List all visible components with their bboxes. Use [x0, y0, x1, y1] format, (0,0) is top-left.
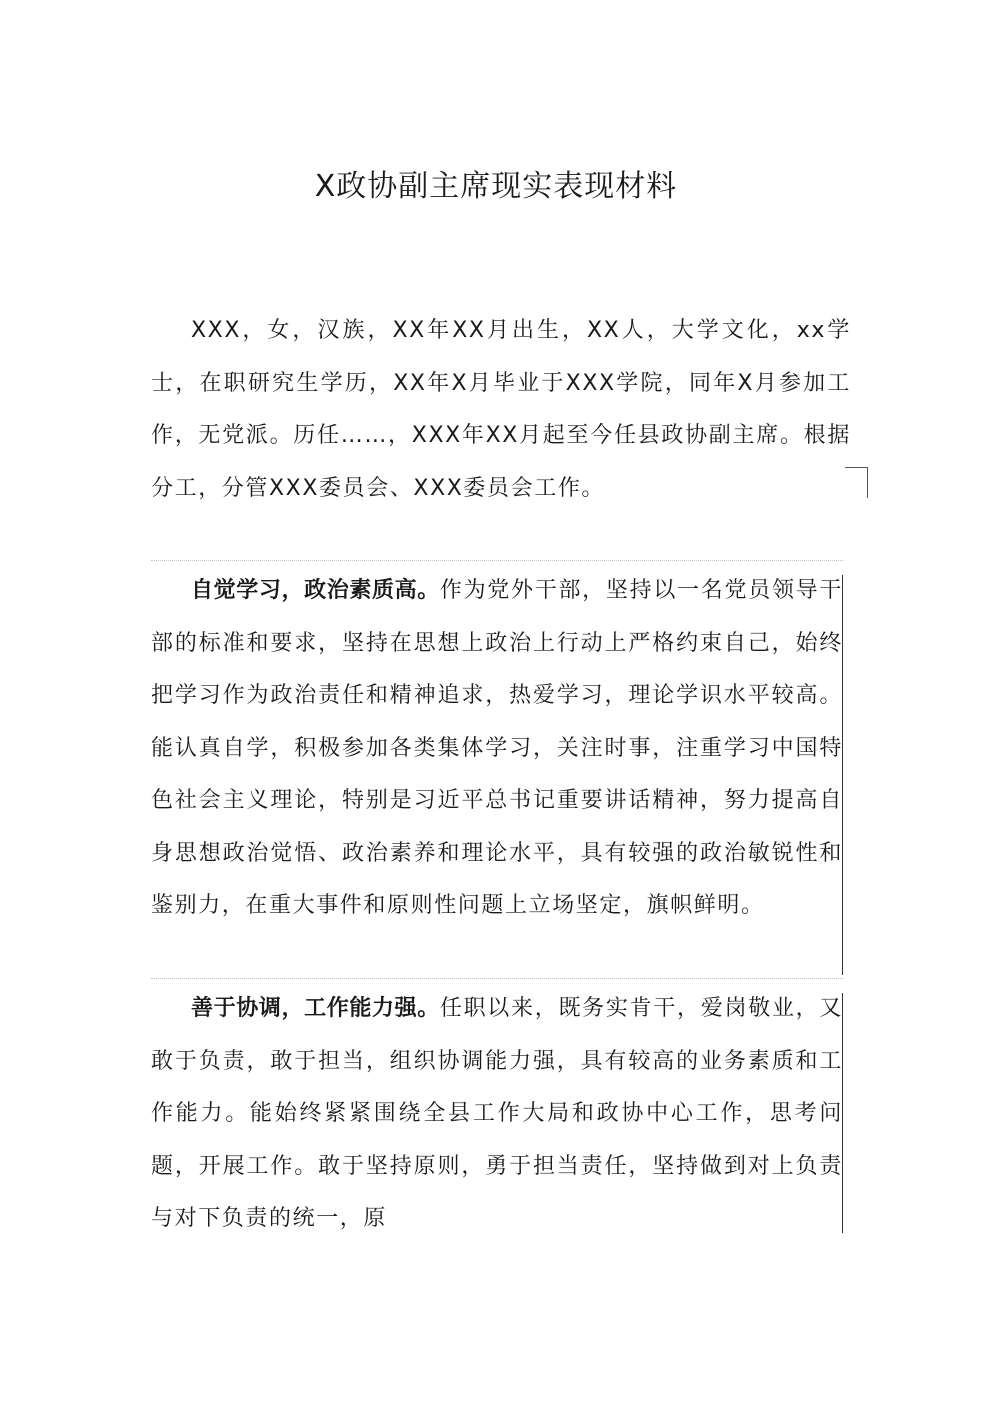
section-heading-2: 善于协调，工作能力强。 [191, 996, 440, 1021]
section-body-1: 作为党外干部，坚持以一名党员领导干部的标准和要求，坚持在思想上政治上行动上严格约束自己，始终把学习作为政治责任和精神追求，热爱学习，理论学识水平较高。能认真自学，积极参加各类集体学习，关注时事，注重学习中国特色社会主义理论，特别是习近平总书记重要讲话精神，努力提高自身思想政治觉悟、政治素养和理论水平，具有较强的政治敏锐性和鉴别力，在重大事件和原则性问题上立场坚定，旗帜鲜明。 [151, 578, 843, 918]
section-divider [151, 978, 843, 979]
margin-corner-mark [845, 467, 868, 498]
section-divider [151, 560, 843, 561]
change-bar [842, 575, 843, 975]
section-heading-1: 自觉学习，政治素质高。 [191, 578, 440, 603]
section-body-2: 任职以来，既务实肯干，爱岗敬业，又敢于负责，敢于担当，组织协调能力强，具有较高的业务素质和工作能力。能始终紧紧围绕全县工作大局和政协中心工作，思考问题，开展工作。敢于坚持原则，勇于担当责任，坚持做到对上负责与对下负责的统一，原 [151, 996, 843, 1231]
intro-paragraph: XXX，女，汉族，XX年XX月出生，XX人，大学文化，xx学士，在职研究生学历，XX年X月毕业于XXX学院，同年X月参加工作，无党派。历任……，XXX年XX月起至今任县政协副主席。根据分工，分管XXX委员会、XXX委员会工作。 [151, 318, 851, 501]
change-bar [842, 993, 843, 1233]
section-paragraph-2 [151, 983, 843, 1246]
section-paragraph-1 [151, 565, 843, 933]
document-title: X政协副主席现实表现材料 [314, 169, 678, 204]
